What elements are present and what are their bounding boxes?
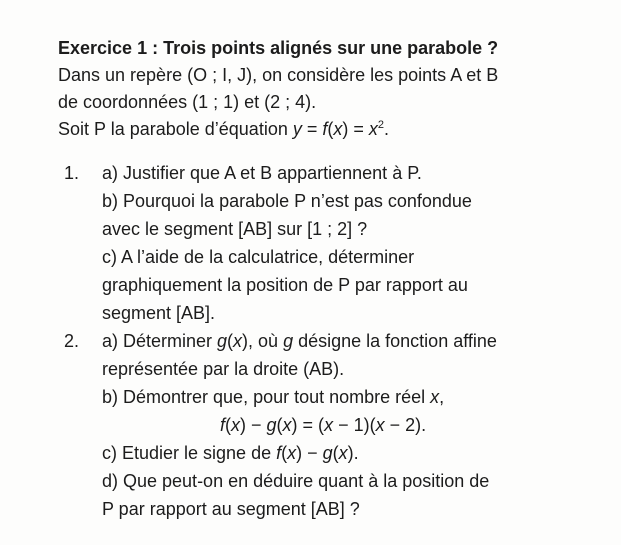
question-1b-line-2: avec le segment [AB] sur [1 ; 2] ? [102, 219, 368, 239]
math-var-x: x [368, 119, 378, 139]
question-text: ), où [242, 331, 284, 351]
question-text: désigne la fonction affine [293, 331, 497, 351]
math-text: ( [332, 443, 339, 463]
math-var-f: f [220, 415, 226, 435]
math-text: = [301, 119, 323, 139]
math-var-g: g [283, 331, 294, 351]
math-text: ( [227, 331, 234, 351]
exercise-title: Exercice 1 : Trois points alignés sur une parabole ? [58, 38, 499, 58]
question-text: b) Démontrer que, pour tout nombre réel [102, 387, 431, 407]
math-text: − 1)( [333, 415, 376, 435]
math-var-x: x [333, 119, 343, 139]
math-var-x: x [233, 331, 243, 351]
question-body [102, 161, 613, 325]
math-text: − 2). [384, 415, 427, 435]
question-text: a) Déterminer [102, 331, 218, 351]
math-var-g: g [322, 443, 333, 463]
question-2d-line-2: P par rapport au segment [AB] ? [102, 499, 360, 519]
question-2b-equation [102, 413, 613, 437]
math-var-x: x [231, 415, 241, 435]
question-2a-line-2: représentée par la droite (AB). [102, 359, 345, 379]
intro-line-3 [58, 117, 613, 141]
question-number: 1. [64, 163, 80, 183]
question-number: 2. [64, 331, 80, 351]
question-1c-line-1: c) A l’aide de la calculatrice, déterminer [102, 247, 415, 267]
math-var-g: g [217, 331, 228, 351]
math-var-f: f [276, 443, 282, 463]
math-var-x: x [375, 415, 385, 435]
intro-line-2: de coordonnées (1 ; 1) et (2 ; 4). [58, 92, 317, 112]
math-var-x: x [282, 415, 292, 435]
math-text: ( [327, 119, 334, 139]
math-text: ( [225, 415, 232, 435]
question-text: , [439, 387, 445, 407]
question-2b-line-1 [102, 385, 613, 409]
question-1a: a) Justifier que A et B appartiennent à P. [102, 163, 422, 183]
intro-line-1: Dans un repère (O ; I, J), on considère les points A et B [58, 65, 499, 85]
math-text: ) − [240, 415, 267, 435]
math-var-x: x [338, 443, 348, 463]
math-exponent: 2 [377, 119, 385, 131]
intro-text: Soit P la parabole d’équation [58, 119, 293, 139]
math-var-f: f [322, 119, 328, 139]
question-1c-line-3: segment [AB]. [102, 303, 216, 323]
math-text: ). [347, 443, 359, 463]
math-var-y: y [292, 119, 302, 139]
math-var-g: g [266, 415, 277, 435]
question-text: c) Etudier le signe de [102, 443, 277, 463]
math-text: ) = [342, 119, 369, 139]
question-body [102, 329, 613, 521]
exercise-document [58, 36, 613, 525]
math-var-x: x [430, 387, 440, 407]
math-text: ( [276, 415, 283, 435]
question-2 [58, 329, 613, 521]
question-2d-line-1: d) Que peut-on en déduire quant à la position de [102, 471, 490, 491]
question-1c-line-2: graphiquement la position de P par rapport au [102, 275, 468, 295]
question-1 [58, 161, 613, 325]
math-text: ) = ( [291, 415, 325, 435]
math-var-x: x [287, 443, 297, 463]
question-list [58, 161, 613, 521]
question-1b-line-1: b) Pourquoi la parabole P n’est pas confondue [102, 191, 472, 211]
exercise-intro [58, 63, 613, 141]
question-2a-line-1 [102, 329, 613, 353]
question-2c [102, 441, 613, 465]
math-var-x: x [324, 415, 334, 435]
math-text: . [384, 119, 390, 139]
math-text: ( [281, 443, 288, 463]
math-text: ) − [296, 443, 323, 463]
